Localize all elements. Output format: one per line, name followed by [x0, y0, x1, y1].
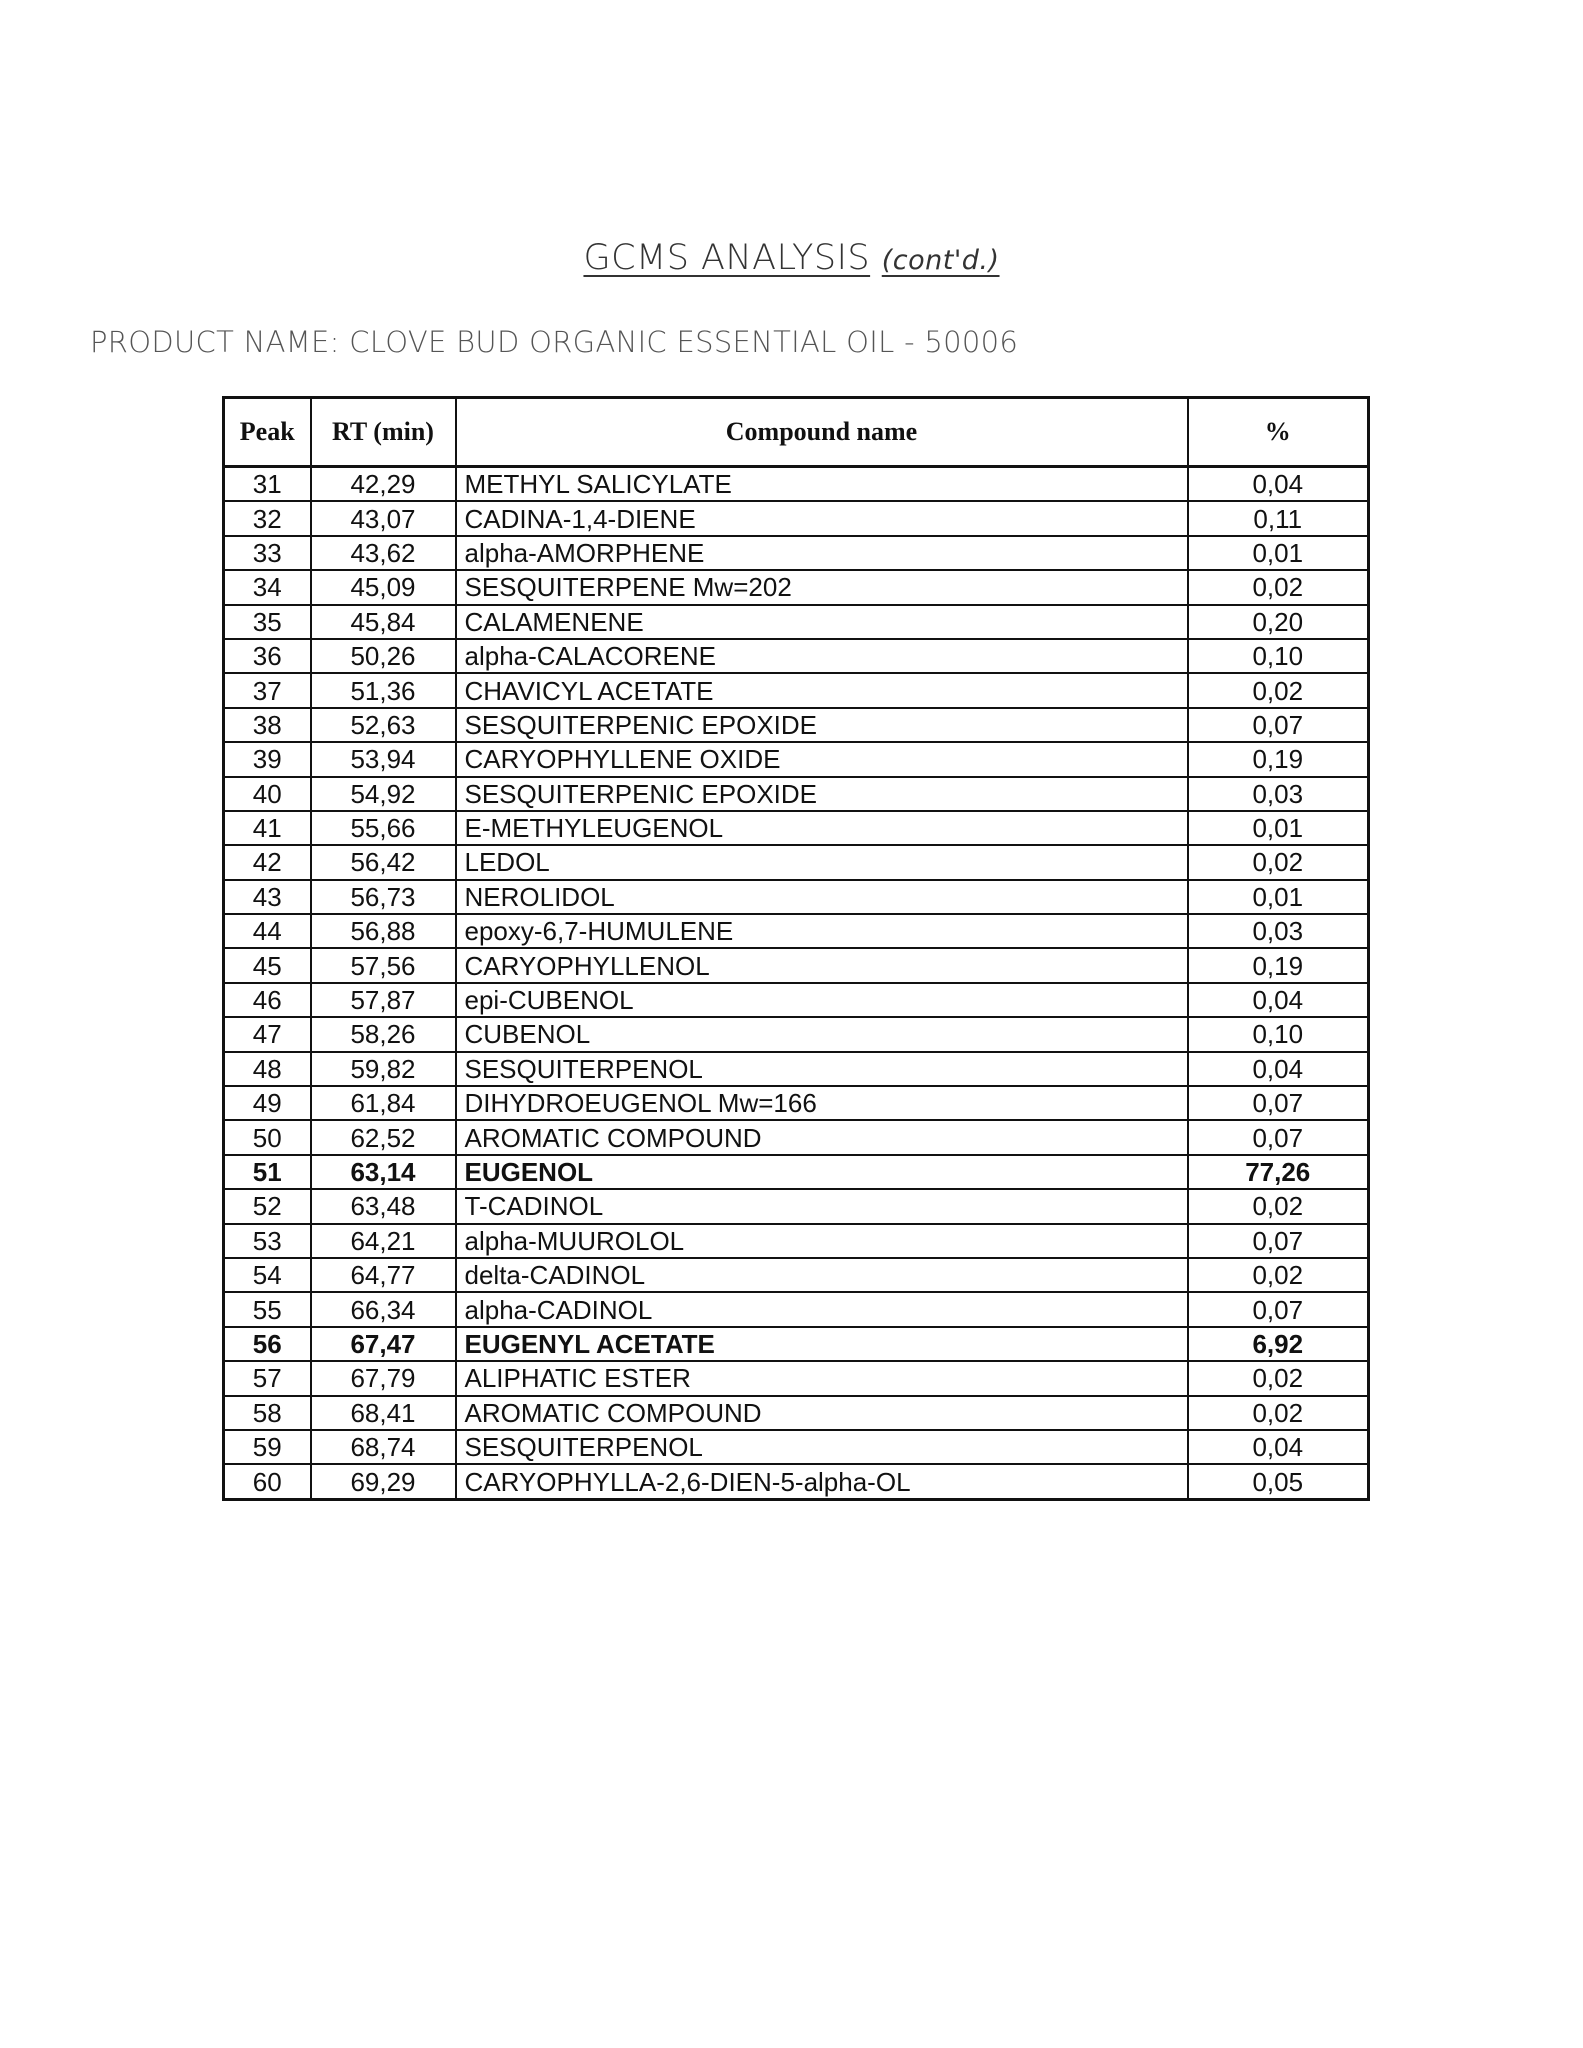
cell-rt: 67,47 — [311, 1327, 456, 1361]
cell-rt: 52,63 — [311, 708, 456, 742]
cell-compound: CADINA-1,4-DIENE — [456, 501, 1188, 535]
cell-peak: 41 — [224, 811, 311, 845]
table-row — [224, 845, 1369, 879]
table-row — [224, 570, 1369, 604]
cell-compound: ALIPHATIC ESTER — [456, 1361, 1188, 1395]
table-row — [224, 983, 1369, 1017]
cell-percent: 0,02 — [1188, 1189, 1369, 1223]
cell-peak: 43 — [224, 880, 311, 914]
table-row — [224, 467, 1369, 502]
cell-percent: 0,07 — [1188, 1292, 1369, 1326]
cell-compound: SESQUITERPENOL — [456, 1430, 1188, 1464]
cell-percent: 0,07 — [1188, 708, 1369, 742]
cell-compound: CHAVICYL ACETATE — [456, 673, 1188, 707]
cell-rt: 50,26 — [311, 639, 456, 673]
cell-rt: 63,14 — [311, 1155, 456, 1189]
header-percent: % — [1188, 398, 1369, 467]
cell-compound: epi-CUBENOL — [456, 983, 1188, 1017]
table-row — [224, 501, 1369, 535]
cell-compound: DIHYDROEUGENOL Mw=166 — [456, 1086, 1188, 1120]
cell-rt: 59,82 — [311, 1052, 456, 1086]
cell-compound: alpha-CALACORENE — [456, 639, 1188, 673]
document-title — [0, 238, 1583, 278]
table-row — [224, 742, 1369, 776]
table-row — [224, 914, 1369, 948]
cell-percent: 77,26 — [1188, 1155, 1369, 1189]
table-row — [224, 1327, 1369, 1361]
cell-compound: E-METHYLEUGENOL — [456, 811, 1188, 845]
cell-peak: 38 — [224, 708, 311, 742]
cell-percent: 0,02 — [1188, 1258, 1369, 1292]
cell-peak: 49 — [224, 1086, 311, 1120]
cell-peak: 45 — [224, 948, 311, 982]
cell-peak: 47 — [224, 1017, 311, 1051]
cell-rt: 67,79 — [311, 1361, 456, 1395]
table-row — [224, 536, 1369, 570]
table-row — [224, 1430, 1369, 1464]
cell-compound: SESQUITERPENE Mw=202 — [456, 570, 1188, 604]
cell-rt: 56,42 — [311, 845, 456, 879]
cell-peak: 34 — [224, 570, 311, 604]
product-name-line: PRODUCT NAME: CLOVE BUD ORGANIC ESSENTIAL OIL - 50006 — [90, 325, 1019, 359]
header-peak: Peak — [224, 398, 311, 467]
table-row — [224, 605, 1369, 639]
cell-percent: 0,19 — [1188, 742, 1369, 776]
cell-compound: EUGENYL ACETATE — [456, 1327, 1188, 1361]
cell-peak: 39 — [224, 742, 311, 776]
table-row — [224, 948, 1369, 982]
cell-compound: CUBENOL — [456, 1017, 1188, 1051]
table-row — [224, 1464, 1369, 1499]
table-row — [224, 1017, 1369, 1051]
cell-rt: 42,29 — [311, 467, 456, 502]
cell-compound: SESQUITERPENIC EPOXIDE — [456, 708, 1188, 742]
cell-rt: 63,48 — [311, 1189, 456, 1223]
cell-compound: alpha-MUUROLOL — [456, 1224, 1188, 1258]
cell-rt: 56,73 — [311, 880, 456, 914]
cell-peak: 56 — [224, 1327, 311, 1361]
cell-percent: 0,02 — [1188, 1396, 1369, 1430]
table-row — [224, 1258, 1369, 1292]
cell-percent: 0,07 — [1188, 1224, 1369, 1258]
cell-peak: 60 — [224, 1464, 311, 1499]
cell-rt: 45,84 — [311, 605, 456, 639]
cell-percent: 0,04 — [1188, 1430, 1369, 1464]
cell-peak: 58 — [224, 1396, 311, 1430]
cell-rt: 53,94 — [311, 742, 456, 776]
cell-compound: alpha-AMORPHENE — [456, 536, 1188, 570]
cell-percent: 0,03 — [1188, 777, 1369, 811]
cell-compound: LEDOL — [456, 845, 1188, 879]
cell-percent: 0,02 — [1188, 845, 1369, 879]
cell-rt: 68,41 — [311, 1396, 456, 1430]
table-row — [224, 1396, 1369, 1430]
table-row — [224, 1120, 1369, 1154]
cell-percent: 0,01 — [1188, 880, 1369, 914]
cell-rt: 61,84 — [311, 1086, 456, 1120]
cell-peak: 42 — [224, 845, 311, 879]
cell-compound: SESQUITERPENOL — [456, 1052, 1188, 1086]
cell-peak: 57 — [224, 1361, 311, 1395]
cell-compound: METHYL SALICYLATE — [456, 467, 1188, 502]
cell-percent: 0,02 — [1188, 1361, 1369, 1395]
cell-rt: 62,52 — [311, 1120, 456, 1154]
cell-percent: 0,01 — [1188, 536, 1369, 570]
cell-compound: CARYOPHYLLENE OXIDE — [456, 742, 1188, 776]
table-row — [224, 1361, 1369, 1395]
cell-peak: 50 — [224, 1120, 311, 1154]
table-row — [224, 1292, 1369, 1326]
cell-percent: 0,10 — [1188, 1017, 1369, 1051]
cell-percent: 0,04 — [1188, 1052, 1369, 1086]
cell-peak: 36 — [224, 639, 311, 673]
cell-rt: 68,74 — [311, 1430, 456, 1464]
table-row — [224, 811, 1369, 845]
cell-peak: 48 — [224, 1052, 311, 1086]
cell-peak: 46 — [224, 983, 311, 1017]
cell-rt: 69,29 — [311, 1464, 456, 1499]
cell-rt: 58,26 — [311, 1017, 456, 1051]
cell-rt: 56,88 — [311, 914, 456, 948]
table-row — [224, 673, 1369, 707]
cell-percent: 0,10 — [1188, 639, 1369, 673]
cell-percent: 0,07 — [1188, 1086, 1369, 1120]
cell-percent: 0,19 — [1188, 948, 1369, 982]
cell-compound: T-CADINOL — [456, 1189, 1188, 1223]
header-compound: Compound name — [456, 398, 1188, 467]
table-header-row — [224, 398, 1369, 467]
cell-peak: 52 — [224, 1189, 311, 1223]
cell-percent: 0,20 — [1188, 605, 1369, 639]
cell-peak: 53 — [224, 1224, 311, 1258]
cell-rt: 64,21 — [311, 1224, 456, 1258]
cell-rt: 66,34 — [311, 1292, 456, 1326]
cell-peak: 59 — [224, 1430, 311, 1464]
table-row — [224, 1155, 1369, 1189]
cell-percent: 0,01 — [1188, 811, 1369, 845]
cell-compound: alpha-CADINOL — [456, 1292, 1188, 1326]
gcms-results-table — [222, 396, 1370, 1501]
table-row — [224, 1189, 1369, 1223]
cell-percent: 0,11 — [1188, 501, 1369, 535]
cell-compound: CALAMENENE — [456, 605, 1188, 639]
table-row — [224, 1224, 1369, 1258]
cell-peak: 35 — [224, 605, 311, 639]
cell-compound: AROMATIC COMPOUND — [456, 1120, 1188, 1154]
cell-peak: 37 — [224, 673, 311, 707]
cell-peak: 55 — [224, 1292, 311, 1326]
cell-peak: 33 — [224, 536, 311, 570]
cell-compound: epoxy-6,7-HUMULENE — [456, 914, 1188, 948]
cell-compound: delta-CADINOL — [456, 1258, 1188, 1292]
cell-compound: EUGENOL — [456, 1155, 1188, 1189]
cell-peak: 40 — [224, 777, 311, 811]
cell-compound: NEROLIDOL — [456, 880, 1188, 914]
title-text: GCMS ANALYSIS — [583, 238, 871, 278]
table-row — [224, 1086, 1369, 1120]
cell-rt: 43,07 — [311, 501, 456, 535]
cell-percent: 0,07 — [1188, 1120, 1369, 1154]
cell-compound: CARYOPHYLLENOL — [456, 948, 1188, 982]
table-row — [224, 777, 1369, 811]
cell-percent: 0,04 — [1188, 983, 1369, 1017]
cell-rt: 57,87 — [311, 983, 456, 1017]
cell-percent: 0,04 — [1188, 467, 1369, 502]
cell-rt: 57,56 — [311, 948, 456, 982]
table-row — [224, 880, 1369, 914]
table-row — [224, 639, 1369, 673]
cell-rt: 54,92 — [311, 777, 456, 811]
cell-rt: 64,77 — [311, 1258, 456, 1292]
cell-rt: 55,66 — [311, 811, 456, 845]
header-rt: RT (min) — [311, 398, 456, 467]
cell-compound: AROMATIC COMPOUND — [456, 1396, 1188, 1430]
cell-peak: 31 — [224, 467, 311, 502]
cell-percent: 0,02 — [1188, 570, 1369, 604]
cell-rt: 51,36 — [311, 673, 456, 707]
cell-compound: SESQUITERPENIC EPOXIDE — [456, 777, 1188, 811]
cell-percent: 0,02 — [1188, 673, 1369, 707]
table-row — [224, 1052, 1369, 1086]
cell-percent: 0,03 — [1188, 914, 1369, 948]
table-body — [224, 467, 1369, 1500]
table-row — [224, 708, 1369, 742]
cell-peak: 54 — [224, 1258, 311, 1292]
cell-peak: 44 — [224, 914, 311, 948]
cell-peak: 51 — [224, 1155, 311, 1189]
cell-peak: 32 — [224, 501, 311, 535]
cell-percent: 0,05 — [1188, 1464, 1369, 1499]
cell-compound: CARYOPHYLLA-2,6-DIEN-5-alpha-OL — [456, 1464, 1188, 1499]
title-suffix: (cont'd.) — [881, 245, 1000, 276]
cell-rt: 43,62 — [311, 536, 456, 570]
cell-rt: 45,09 — [311, 570, 456, 604]
cell-percent: 6,92 — [1188, 1327, 1369, 1361]
